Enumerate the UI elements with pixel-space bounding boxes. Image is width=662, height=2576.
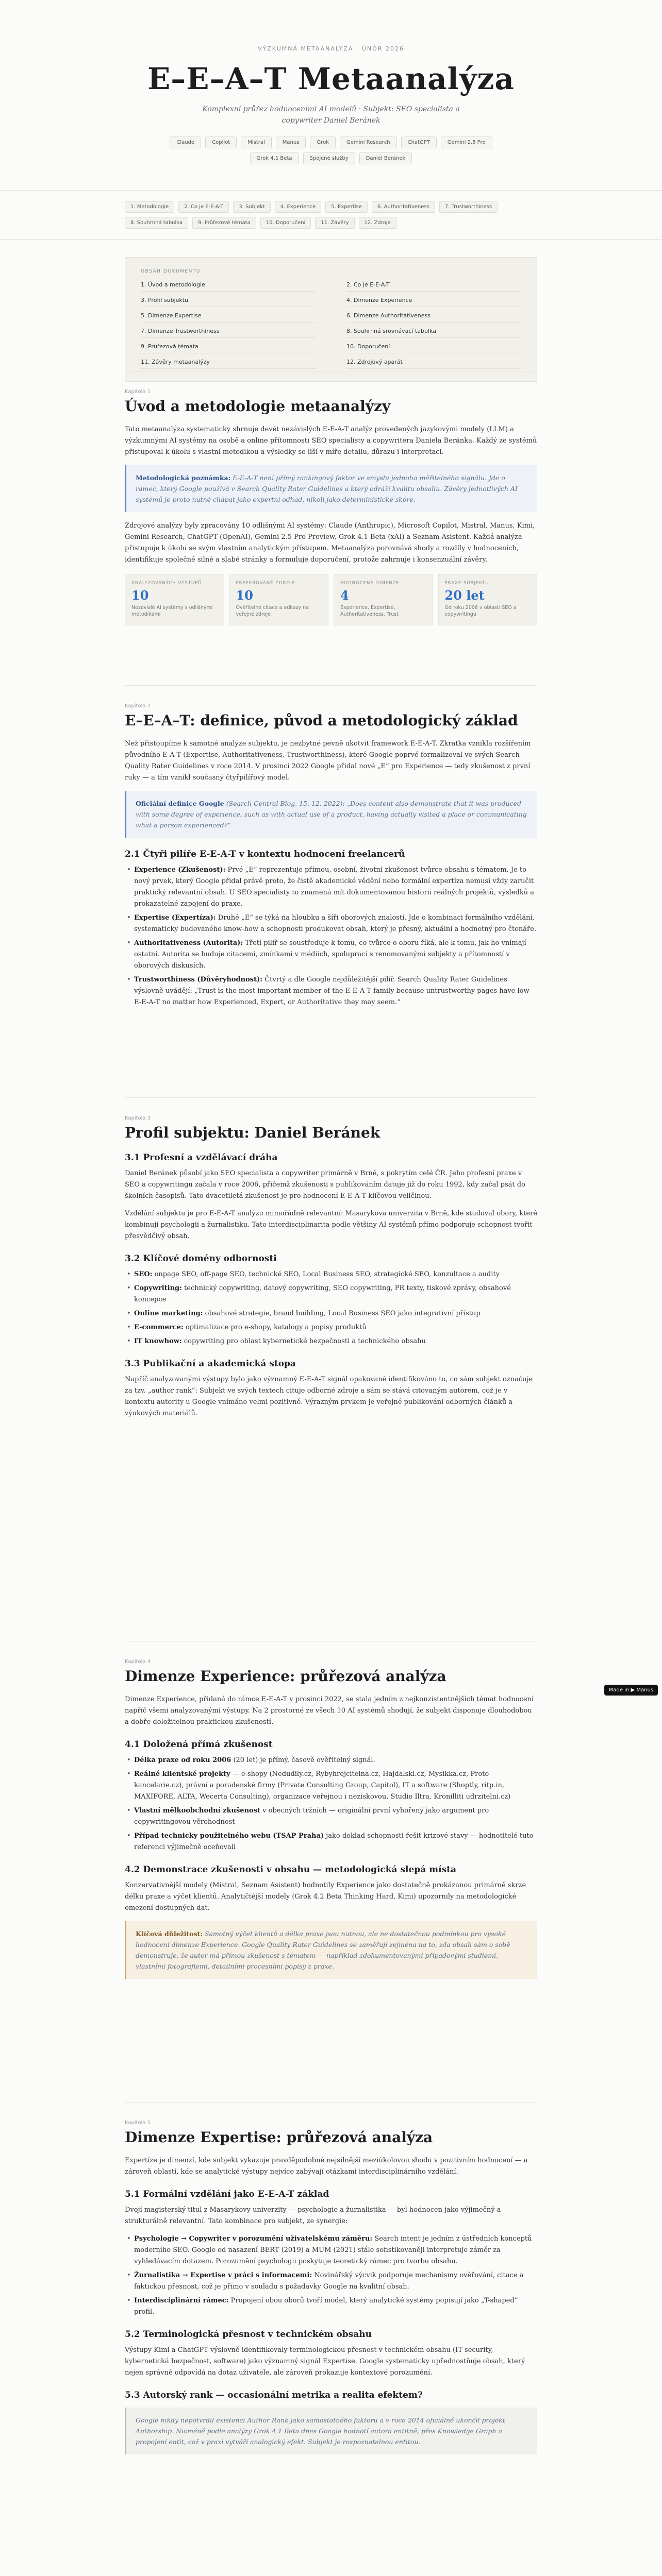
tag: Mistral — [241, 137, 272, 148]
list-item: • Authoritativeness (Autorita): Třetí pilíř se soustřeďuje k tomu, co tvůrce o oboru říká, ale k tomu, jak ho vnímají ostatní. Autorita se buduje citacemi, zmínkami v médiích, spoluprací s renomovanými subjekty a přítomností v oborových diskusích. — [125, 938, 537, 972]
document-header — [0, 0, 662, 164]
author-rank-note — [125, 2408, 537, 2454]
toc-item[interactable]: 8. Souhrnná srovnávací tabulka — [346, 328, 521, 338]
list-item: • Reálné klientské projekty — e-shopy (Nedudily.cz, Rybyhrejcitelna.cz, Hajdalskl.cz, Mysikka.cz, Proto kancelarie.cz), právní a poradenské firmy (Private Consulting Group, Capitol), IT a software (Shoptly, ritp.in, MAXIFORE, ALTA, Wecerta Consulting), organizace veřejnou i neziskovou, Studio Iltra, Kronilliti udrzitelni.cz) — [125, 1769, 537, 1803]
model-tags — [166, 137, 496, 164]
paragraph: Napříč analyzovanými výstupy bylo jako významný E-E-A-T signál opakovaně identifikováno to, co sám subjekt označuje za tzv. „author rank“: Subjekt ve svých textech cituje odborné zdroje a sám se stává citovaným autorem, což je v kontextu autority u Google vnímáno velmi pozitivně. Výrazným prvkem je veřejné publikování odborných článků a výukových materiálů. — [125, 1376, 533, 1417]
subsection-title: 3.1 Profesní a vzdělávací dráha — [125, 1153, 278, 1163]
stat-label: PREFEROVANÉ ZDROJE — [236, 581, 295, 586]
divider — [125, 685, 537, 686]
section-title: E–E–A–T: definice, původ a metodologický základ — [125, 712, 518, 729]
subsection-title: 3.3 Publikační a akademická stopa — [125, 1359, 296, 1369]
header-kicker: VÝZKUMNÁ METAANALÝZA · ÚNOR 2026 — [258, 45, 404, 52]
note-label: Klíčová důležitost: — [136, 1930, 203, 1938]
list-item: • Vlastní mělkoobchodní zkušenost v obecných tržních — originální první vyhořený jako argument pro copywritingovou věrohodnost — [125, 1805, 537, 1828]
subsection-title: 5.1 Formální vzdělání jako E-E-A-T základ — [125, 2189, 329, 2199]
paragraph: Vzdělání subjektu je pro E-E-A-T analýzu mimořádně relevantní: Masarykova univerzita v Brně, kde studoval obory, které kombinují psychologii a žurnalistiku. Tato interdisciplinarita podle většiny AI systémů přímo podporuje schopnost tvořit přesvědčivý obsah. — [125, 1210, 538, 1240]
section-metodologie — [125, 389, 537, 630]
paragraph: Expertíze je dimenzí, kde subjekt vykazuje pravděpodobně nejsilnější meziúkolovou shodu v pozitivním hodnocení — a zároveň oblastí, kde se analytické výstupy nejvíce zabývají otázkami interdisciplinárního vzdělání. — [125, 2157, 528, 2176]
paragraph: Daniel Beránek působí jako SEO specialista a copywriter primárně v Brně, s pokrytím celé ČR. Jeho profesní praxe v SEO a copywritingu začala v roce 2006, přičemž zkušenosti s publikováním datuje již do roku 1992, kdy začal psát do školních časopisů. Tato dvacetiletá zkušenost je pro hodnocení E-E-A-T klíčovou veličinou. — [125, 1170, 525, 1200]
expertise-domain-list — [125, 1269, 537, 1347]
list-item: • SEO: onpage SEO, off-page SEO, technické SEO, Local Business SEO, strategické SEO, konzultace a audity — [125, 1269, 537, 1280]
stat-desc: Nezávislé AI systémy s odlišnými metodikami — [131, 605, 213, 617]
chapter-label: Kapitola 1 — [125, 389, 151, 395]
subsection-title: 4.1 Doložená přímá zkušenost — [125, 1739, 273, 1750]
page-subtitle: Komplexní průřez hodnoceními AI modelů · Subjekt: SEO specialista a copywriter Daniel Beránek — [202, 105, 460, 125]
made-by-badge[interactable]: Made in ▶ Manus — [604, 1685, 658, 1696]
chapter-label: Kapitola 2 — [125, 703, 151, 709]
tag: ChatGPT — [401, 137, 437, 148]
list-item: • Žurnalistika → Expertise v práci s informacemi: Novinářský výcvik podporuje mechanismy ověřování, citace a faktickou přesnost, což je přímo v souladu s požadavky Google na kvalitní obsah. — [125, 2270, 537, 2293]
stat-card — [334, 574, 433, 625]
note-label: Oficiální definice Google — [136, 800, 224, 807]
stat-card — [438, 574, 538, 625]
chapter-label: Kapitola 4 — [125, 1659, 151, 1665]
toc-item[interactable]: 4. Dimenze Experience — [346, 297, 521, 307]
list-item: • Délka praxe od roku 2006 (20 let) je přímý, časově ověřitelný signál. — [125, 1755, 537, 1766]
stat-card — [125, 574, 224, 625]
tab-expertise[interactable]: 5. Expertise — [325, 201, 368, 213]
list-item: • Online marketing: obsahové strategie, brand building, Local Business SEO jako integrativní přístup — [125, 1308, 537, 1319]
chapter-label: Kapitola 5 — [125, 2120, 151, 2126]
divider — [0, 239, 662, 240]
note-text: Samotný výčet klientů a délka praxe jsou nutnou, ale ne dostatečnou podmínkou pro vysoké hodnocení dimenze Experience. Google Quality Rater Guidelines se zaměřují zejména na to, zda obsah sám o sobě demonstruje, že autor má přímou zkušenost s tématem — například zdokumentovanými případovými studiemi, vlastními fotografiemi, detailními procesními popisy z praxe. — [136, 1930, 510, 1970]
list-item: • Expertise (Expertíza): Druhé „E“ se týká na hloubku a šíři oborových znalostí. Jde o kombinaci formálního vzdělání, systematicky budovaného know-how a schopnosti produkovat obsah, který je přesný, aktuální a hodnotný pro čtenáře. — [125, 912, 537, 935]
paragraph: Tato metaanalýza systematicky shrnuje devět nezávislých E-E-A-T analýz provedených jazykovými modely (LLM) a výzkumnými AI systémy na osobě a online přítomnosti SEO specialisty a copywritera Daniela Beránka. Každý ze systémů přistupoval k úkolu s vlastní metodikou a výsledky se liší v míře detailu, důrazu i interpretaci. — [125, 426, 537, 456]
education-synergy-list — [125, 2233, 537, 2318]
stat-label: ANALYZOVANÝCH VÝSTUPŮ — [131, 581, 202, 586]
paragraph: Dvojí magisterský titul z Masarykovy univerzity — psychologie a žurnalistika — byl hodnocen jako výjimečný a strukturálně relevantní. Tato kombinace pro subjekt, ze synergie: — [125, 2206, 501, 2225]
stat-card — [229, 574, 329, 625]
section-title: Úvod a metodologie metaanalýzy — [125, 398, 391, 415]
paragraph: Zdrojové analýzy byly zpracovány 10 odlišnými AI systémy: Claude (Anthropic), Microsoft Copilot, Mistral, Manus, Kimi, Gemini Research, ChatGPT (OpenAI), Gemini 2.5 Pro Preview, Grok 4.1 Beta (xAI) a Seznam Asistent. Každá analýza přistupuje k úkolu se svým vlastním analytickým přístupem. Metaanalýza porovnává shody a rozdíly v hodnoceních, identifikuje společné silné a slabé stránky a formuluje doporučení, protože zahrnuje i konsenzuální závěry. — [125, 522, 535, 564]
toc-item[interactable]: 11. Závěry metaanalýzy — [141, 359, 316, 369]
tab-authoritativeness[interactable]: 6. Authoritativeness — [372, 201, 435, 213]
tag: Copilot — [205, 137, 237, 148]
paragraph: Než přistoupíme k samotné analýze subjektu, je nezbytné pevně ukotvit framework E-E-A-T. Zkratka vznikla rozšířením původního E-A-T (Expertise, Authoritativeness, Trustworthiness), které Google poprvé formalizoval ve svých Search Quality Rater Guidelines v roce 2014. V prosinci 2022 Google přidal nové „E“ pro Experience — tedy zkušenost z první ruky — a tím vznikl současný čtyřpilířový model. — [125, 740, 531, 782]
google-definition-note — [125, 791, 537, 838]
stats-grid — [125, 574, 537, 625]
list-item: • IT knowhow: copywriting pro oblast kybernetické bezpečnosti a technického obsahu — [125, 1336, 537, 1347]
section-nav — [125, 191, 537, 239]
tab-subjekt[interactable]: 3. Subjekt — [233, 201, 270, 213]
note-text: Google nikdy nepotvrdil existenci Author Rank jako samostatného faktoru a v roce 2014 oficiálně ukončil projekt Authorship. Nicméně podle analýzy Grok 4.1 Beta dnes Google hodnotí autora entitně, přes Knowledge Graph a propojení entit, což v praxi vytváří analogický efekt. Subjekt je rozpoznatelnou entitou. — [136, 2416, 505, 2446]
list-item: • Případ technicky použitelného webu (TSAP Praha) jako doklad schopnosti řešit krizové stavy — hodnotitelé tuto referenci výjimečně oceňovali — [125, 1831, 537, 1853]
stat-value: 20 let — [444, 588, 485, 603]
experience-list — [125, 1755, 537, 1853]
tab-zdroje[interactable]: 12. Zdroje — [359, 217, 396, 229]
methodology-note — [125, 465, 537, 512]
tab-experience[interactable]: 4. Experience — [275, 201, 322, 213]
tab-metodologie[interactable]: 1. Metodologie — [125, 201, 174, 213]
toc-item[interactable]: 9. Průřezová témata — [141, 343, 316, 353]
tag: Daniel Beránek — [359, 152, 412, 164]
stat-desc: Od roku 2006 v oblasti SEO a copywritingu — [444, 605, 517, 617]
toc-item[interactable]: 1. Úvod a metodologie — [141, 281, 316, 292]
page-title: E–E–A–T Metaanalýza — [147, 61, 515, 96]
tab-zavery[interactable]: 11. Závěry — [315, 217, 354, 229]
toc-item[interactable]: 2. Co je E-E-A-T — [346, 281, 521, 292]
section-expertise — [125, 2120, 537, 2463]
note-text: „Does content also demonstrate that it was produced with some degree of experience, such as with actual use of a product, having actually visited a place or communicating what a person experienced?“ — [136, 800, 527, 829]
paragraph: Výstupy Kimi a ChatGPT výslovně identifikovaly terminologickou přesnost v technickém obsahu (IT security, kybernetická bezpečnost, software) jako významný signál Expertise. Google systematicky upřednostňuje obsah, který nejen správně odpovídá na dotaz uživatele, ale zároveň prokazuje kontextové porozumění. — [125, 2346, 525, 2377]
tab-doporuceni[interactable]: 10. Doporučení — [260, 217, 311, 229]
tag: Gemini Research — [340, 137, 397, 148]
note-label: Metodologická poznámka: — [136, 474, 231, 482]
toc-item[interactable]: 10. Doporučení — [346, 343, 521, 353]
stat-label: HODNOCENÉ DIMENZE — [340, 581, 400, 586]
divider — [125, 2102, 537, 2103]
tag: Gemini 2.5 Pro — [441, 137, 492, 148]
section-title: Dimenze Expertise: průřezová analýza — [125, 2129, 433, 2146]
tag: Spojené služby — [303, 152, 355, 164]
list-item: • Interdisciplinární rámec: Propojení obou oborů tvoří model, který analytické systémy popisují jako „T-shaped“ profil. — [125, 2295, 537, 2318]
section-title: Profil subjektu: Daniel Beránek — [125, 1124, 380, 1141]
subsection-title: 5.2 Terminologická přesnost v technickém obsahu — [125, 2329, 372, 2340]
toc-item[interactable]: 3. Profil subjektu — [141, 297, 316, 307]
subsection-title: 4.2 Demonstrace zkušenosti v obsahu — metodologická slepá místa — [125, 1865, 457, 1875]
section-eeat-definition — [125, 703, 537, 1014]
list-item: • Copywriting: technický copywriting, datový copywriting, SEO copywriting, PR texty, tiskové zprávy, obsahové koncepce — [125, 1283, 537, 1306]
subsection-title: 3.2 Klíčové domény odbornosti — [125, 1253, 277, 1264]
stat-desc: Experience, Expertise, Authoritativeness, Trust — [340, 605, 399, 617]
toc-item[interactable]: 5. Dimenze Expertise — [141, 312, 316, 323]
divider — [125, 1097, 537, 1098]
tag: Claude — [170, 137, 201, 148]
subsection-title: 2.1 Čtyři pilíře E-E-A-T v kontextu hodnocení freelancerů — [125, 849, 405, 859]
list-item: • Trustworthiness (Důvěryhodnost): Čtvrtý a dle Google nejdůležitější pilíř. Search Quality Rater Guidelines výslovně uvádějí: „Trust is the most important member of the E-E-A-T family because untrustworthy pages have low E-E-A-T no matter how Experienced, Expert, or Authoritative they may seem.“ — [125, 974, 537, 1008]
tag: Manus — [276, 137, 306, 148]
section-profil-subjektu — [125, 1115, 537, 1426]
section-experience — [125, 1659, 537, 1987]
list-item: • Experience (Zkušenost): Prvé „E“ reprezentuje přímou, osobní, životní zkušenost tvůrce obsahu s tématem. Je to nový prvek, který Google přidal právě proto, že čistě akademické vědění nebo formální expertíza nemusí vždy zaručit praktický relevantní obsah. U SEO specialisty to znamená mít dokumentovanou historii reálných projektů, výsledků a prokazatelné zapojení do praxe. — [125, 865, 537, 910]
stat-value: 10 — [131, 588, 149, 603]
toc-item[interactable]: 7. Dimenze Trustworthiness — [141, 328, 316, 338]
chapter-label: Kapitola 3 — [125, 1115, 151, 1121]
toc-item[interactable]: 12. Zdrojový aparát — [346, 359, 521, 369]
paragraph: Konzervativnější modely (Mistral, Seznam Asistent) hodnotily Experience jako dostatečně prokázanou primárně skrze délku praxe a výčet klientů. Analytičtější modely (Grok 4.2 Beta Thinking Hard, Kimi) upozornily na metodologické omezení dostupných dat. — [125, 1882, 526, 1912]
stat-label: PRAXE SUBJEKTU — [444, 581, 489, 586]
note-ref: (Search Central Blog, 15. 12. 2022): — [226, 800, 345, 807]
tab-eeat[interactable]: 2. Co je E-E-A-T — [178, 201, 229, 213]
table-of-contents — [125, 257, 537, 382]
note-text: E-E-A-T není přímý rankingový faktor ve smyslu jednoho měřitelného signálu. Jde o rámec, který Google používá v Search Quality Rater Guidelines a který odráží kvalitu obsahu. Závěry jednotlivých AI systémů je proto nutné chápat jako expertní odhad, nikoli jako deterministické skóre. — [136, 474, 518, 503]
toc-heading: OBSAH DOKUMENTU — [141, 269, 201, 274]
tag: Grok — [310, 137, 336, 148]
tab-souhrnna-tabulka[interactable]: 8. Souhrnná tabulka — [125, 217, 188, 229]
stat-value: 4 — [340, 588, 349, 603]
toc-item[interactable]: 6. Dimenze Authoritativeness — [346, 312, 521, 323]
list-item: • Psychologie → Copywriter v porozumění uživatelskému záměru: Search intent je jedním z ústředních konceptů moderního SEO. Google od nasazení BERT (2019) a MUM (2021) stále sofistikovaněji interpretuje záměr za vyhledávacím dotazem. Porozumění psychologii poskytuje teoretický rámec pro tvorbu obsahu. — [125, 2233, 537, 2267]
stat-value: 10 — [236, 588, 253, 603]
tag: Grok 4.1 Beta — [250, 152, 299, 164]
key-importance-note — [125, 1921, 537, 1979]
stat-desc: Ověřitelné citace a odkazy na veřejné zdroje — [236, 605, 309, 617]
tab-trustworthiness[interactable]: 7. Trustworthiness — [439, 201, 498, 213]
paragraph: Dimenze Experience, přidaná do rámce E-E-A-T v prosinci 2022, se stala jedním z nejkonzistentnějších témat hodnocení napříč všemi analyzovanými výstupy. Na 2 prostorné ze všech 10 AI systémů shodují, že subjekt disponuje dlouhodobou a dobře doložitelnou praktickou zkušeností. — [125, 1696, 534, 1726]
subsection-title: 5.3 Autorský rank — occasionální metrika a realita efektem? — [125, 2390, 423, 2400]
list-item: • E-commerce: optimalizace pro e-shopy, katalogy a popisy produktů — [125, 1322, 537, 1333]
tab-pruzezove-temata[interactable]: 9. Průřezové témata — [192, 217, 256, 229]
section-title: Dimenze Experience: průřezová analýza — [125, 1668, 446, 1685]
pillar-list — [125, 865, 537, 1008]
